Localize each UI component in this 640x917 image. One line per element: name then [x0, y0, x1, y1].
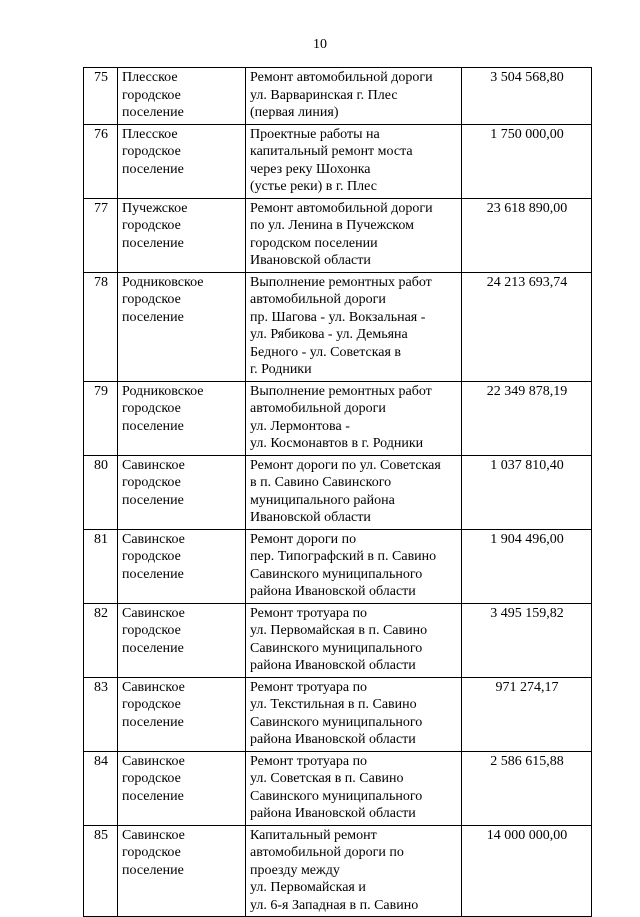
work-description-line: в п. Савино Савинского — [250, 475, 392, 490]
work-description-line: Выполнение ремонтных работ — [250, 383, 432, 399]
settlement-line: городское — [122, 144, 181, 159]
row-number-cell: 75 — [84, 68, 118, 125]
row-number-cell: 82 — [84, 603, 118, 677]
amount-cell: 2 586 615,88 — [462, 751, 592, 825]
table-row — [84, 198, 592, 272]
work-description-line: Капитальный ремонт — [250, 827, 377, 843]
work-description-line: ул. Первомайская и — [250, 880, 366, 895]
work-description-line: ул. Первомайская в п. Савино — [250, 623, 428, 638]
row-number-cell: 79 — [84, 381, 118, 455]
table-row — [84, 751, 592, 825]
work-description-line: по ул. Ленина в Пучежском — [250, 218, 414, 233]
amount-cell: 3 495 159,82 — [462, 603, 592, 677]
amount-cell: 1 750 000,00 — [462, 124, 592, 198]
table-row — [84, 603, 592, 677]
work-description-line: (устье реки) в г. Плес — [250, 179, 377, 194]
amount-cell: 3 504 568,80 — [462, 68, 592, 125]
table-row — [84, 381, 592, 455]
work-description-line: Ремонт автомобильной дороги — [250, 70, 433, 85]
settlement-line: поселение — [122, 161, 184, 177]
settlement-line: Родниковское — [122, 274, 204, 290]
work-description-cell — [246, 198, 462, 272]
work-description-line: ул. Лермонтова - — [250, 418, 350, 434]
work-description-line: Ремонт тротуара по — [250, 605, 368, 621]
work-description-line: района Ивановской области — [250, 806, 416, 821]
work-description-line: проезду между — [250, 862, 340, 878]
settlement-line: Пучежское — [122, 200, 188, 216]
amount-cell: 22 349 878,19 — [462, 381, 592, 455]
settlement-line: городское — [122, 771, 181, 786]
work-description-line: ул. 6-я Западная в п. Савино — [250, 897, 419, 913]
work-description-line: Ремонт тротуара по — [250, 753, 368, 769]
work-description-line: Выполнение ремонтных работ — [250, 274, 432, 290]
amount-cell: 24 213 693,74 — [462, 272, 592, 381]
work-description-line: Ремонт автомобильной дороги — [250, 200, 433, 216]
table-row — [84, 825, 592, 917]
work-description-cell — [246, 603, 462, 677]
settlement-cell — [118, 272, 246, 381]
amount-cell: 971 274,17 — [462, 677, 592, 751]
settlement-line: Савинское — [122, 457, 185, 473]
work-description-cell — [246, 677, 462, 751]
work-description-line: пер. Типографский в п. Савино — [250, 549, 437, 564]
settlement-line: городское — [122, 623, 181, 638]
amount-cell: 23 618 890,00 — [462, 198, 592, 272]
work-description-line: Савинского муниципального — [250, 788, 423, 804]
row-number-cell: 80 — [84, 455, 118, 529]
work-description-line: городском поселении — [250, 235, 378, 251]
settlement-line: Плесское — [122, 126, 178, 142]
settlement-line: поселение — [122, 714, 184, 730]
road-works-table — [83, 67, 592, 917]
settlement-cell — [118, 124, 246, 198]
settlement-line: Савинское — [122, 531, 185, 547]
work-description-line: (первая линия) — [250, 105, 339, 120]
settlement-line: Савинское — [122, 605, 185, 621]
settlement-cell — [118, 381, 246, 455]
settlement-line: поселение — [122, 788, 184, 804]
settlement-line: городское — [122, 401, 181, 416]
work-description-cell — [246, 124, 462, 198]
table-row — [84, 68, 592, 125]
work-description-line: Ремонт тротуара по — [250, 679, 368, 695]
work-description-line: ул. Текстильная в п. Савино — [250, 697, 417, 712]
table-row — [84, 272, 592, 381]
settlement-cell — [118, 198, 246, 272]
settlement-line: Плесское — [122, 70, 178, 85]
table-row — [84, 124, 592, 198]
work-description-line: района Ивановской области — [250, 658, 416, 673]
settlement-cell — [118, 677, 246, 751]
work-description-line: ул. Рябикова - ул. Демьяна — [250, 327, 408, 342]
work-description-line: автомобильной дороги — [250, 292, 386, 307]
work-description-line: автомобильной дороги — [250, 401, 386, 416]
work-description-line: Ивановской области — [250, 510, 371, 525]
work-description-line: ул. Космонавтов в г. Родники — [250, 436, 424, 451]
settlement-line: поселение — [122, 309, 184, 325]
settlement-line: городское — [122, 845, 181, 860]
row-number-cell: 77 — [84, 198, 118, 272]
amount-cell: 14 000 000,00 — [462, 825, 592, 917]
settlement-line: поселение — [122, 640, 184, 656]
work-description-line: через реку Шохонка — [250, 161, 371, 177]
row-number-cell: 85 — [84, 825, 118, 917]
settlement-cell — [118, 825, 246, 917]
settlement-line: городское — [122, 218, 181, 233]
settlement-line: городское — [122, 549, 181, 564]
work-description-line: Ремонт дороги по — [250, 531, 357, 547]
work-description-line: Савинского муниципального — [250, 566, 423, 582]
table-row — [84, 529, 592, 603]
work-description-cell — [246, 455, 462, 529]
row-number-cell: 83 — [84, 677, 118, 751]
settlement-line: поселение — [122, 105, 184, 120]
table-body — [84, 68, 592, 917]
work-description-line: Савинского муниципального — [250, 714, 423, 730]
settlement-line: поселение — [122, 418, 184, 434]
row-number-cell: 78 — [84, 272, 118, 381]
work-description-cell — [246, 529, 462, 603]
work-description-line: муниципального района — [250, 492, 395, 508]
settlement-line: поселение — [122, 492, 184, 508]
settlement-cell — [118, 529, 246, 603]
settlement-line: поселение — [122, 235, 184, 251]
work-description-line: пр. Шагова - ул. Вокзальная - — [250, 309, 426, 325]
settlement-line: городское — [122, 697, 181, 712]
settlement-cell — [118, 455, 246, 529]
settlement-line: городское — [122, 292, 181, 307]
work-description-cell — [246, 68, 462, 125]
work-description-line: капитальный ремонт моста — [250, 144, 413, 159]
work-description-line: ул. Варваринская г. Плес — [250, 87, 398, 103]
work-description-line: Бедного - ул. Советская в — [250, 344, 402, 360]
amount-cell: 1 904 496,00 — [462, 529, 592, 603]
settlement-line: городское — [122, 87, 181, 103]
settlement-line: поселение — [122, 862, 184, 878]
row-number-cell: 81 — [84, 529, 118, 603]
amount-cell: 1 037 810,40 — [462, 455, 592, 529]
work-description-line: Савинского муниципального — [250, 640, 423, 656]
settlement-cell — [118, 751, 246, 825]
settlement-line: городское — [122, 475, 181, 490]
settlement-line: поселение — [122, 566, 184, 582]
table-row — [84, 455, 592, 529]
work-description-line: Ремонт дороги по ул. Советская — [250, 457, 441, 473]
work-description-line: автомобильной дороги по — [250, 845, 404, 860]
settlement-cell — [118, 603, 246, 677]
work-description-line: ул. Советская в п. Савино — [250, 771, 404, 786]
settlement-line: Родниковское — [122, 383, 204, 399]
work-description-line: района Ивановской области — [250, 584, 416, 599]
page-number: 10 — [313, 37, 327, 52]
settlement-cell — [118, 68, 246, 125]
row-number-cell: 76 — [84, 124, 118, 198]
work-description-line: Ивановской области — [250, 253, 371, 268]
work-description-line: г. Родники — [250, 362, 312, 377]
work-description-cell — [246, 272, 462, 381]
work-description-cell — [246, 381, 462, 455]
work-description-cell — [246, 825, 462, 917]
row-number-cell: 84 — [84, 751, 118, 825]
work-description-cell — [246, 751, 462, 825]
settlement-line: Савинское — [122, 827, 185, 843]
table-row — [84, 677, 592, 751]
settlement-line: Савинское — [122, 679, 185, 695]
work-description-line: района Ивановской области — [250, 732, 416, 747]
settlement-line: Савинское — [122, 753, 185, 769]
work-description-line: Проектные работы на — [250, 126, 380, 142]
